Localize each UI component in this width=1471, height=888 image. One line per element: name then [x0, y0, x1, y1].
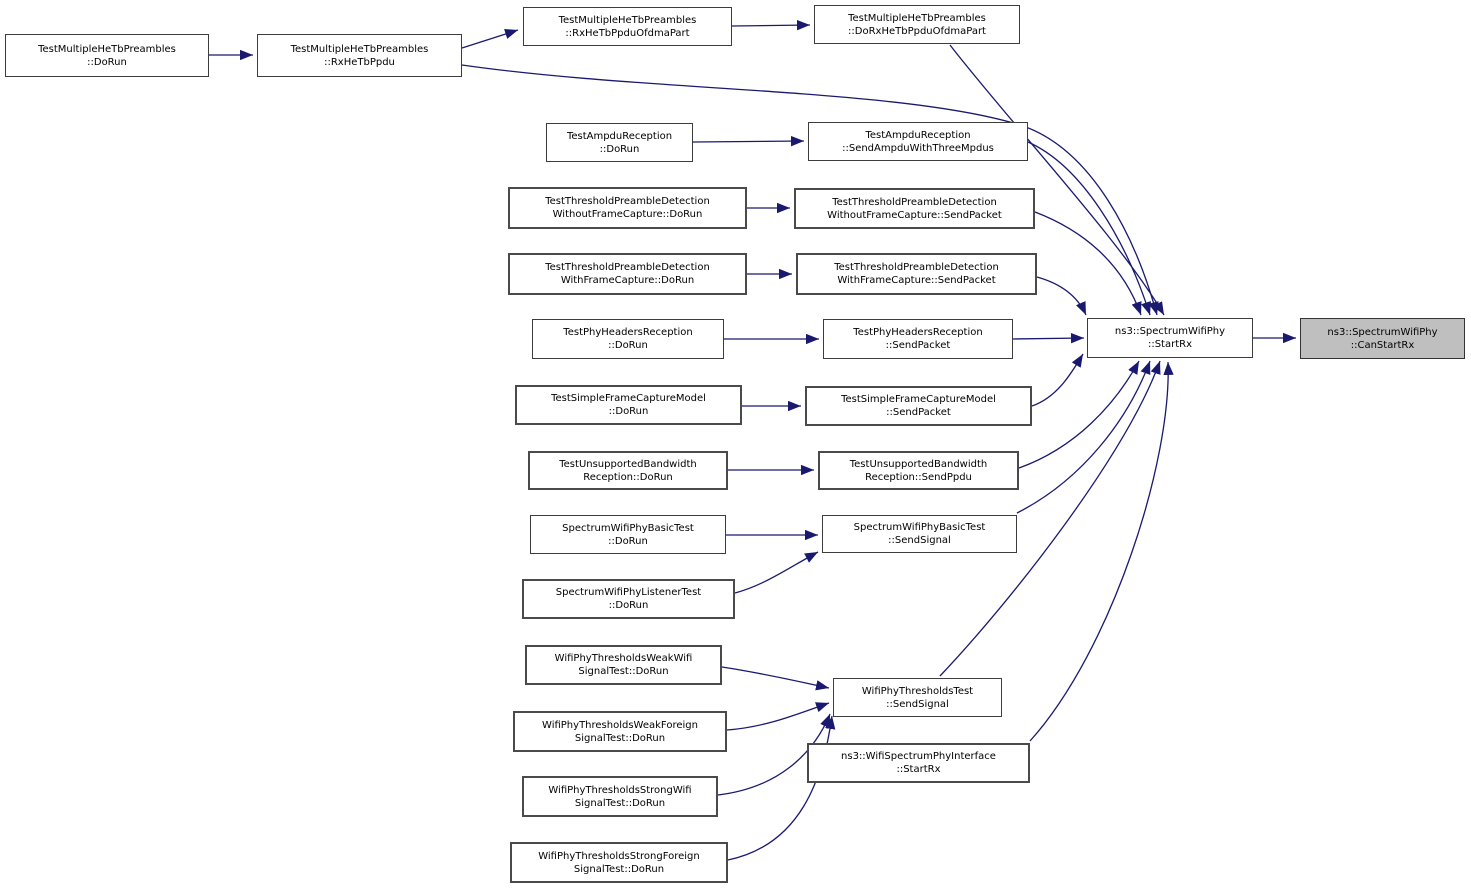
node-label-line1: TestPhyHeadersReception	[563, 327, 693, 338]
node-wifiphythresholdsweakforeignsignaltest-dorun[interactable]	[513, 711, 727, 752]
node-label-line1: ns3::SpectrumWifiPhy	[1114, 326, 1226, 337]
node-label-line2: ::RxHeTbPpdu	[324, 56, 395, 68]
edge-rxofdmapart-to-dorxofdmapart	[732, 25, 810, 26]
node-label-line2: SignalTest::DoRun	[573, 863, 665, 875]
node-label-line1: WifiPhyThresholdsWeakWifi	[554, 653, 693, 664]
node-label-line1: SpectrumWifiPhyBasicTest	[562, 522, 694, 534]
edge-sfc-sendpacket-to-startrx	[1032, 354, 1083, 406]
edge-rxhetbppdu-to-rxofdmapart	[462, 30, 518, 48]
node-label-line2: WithoutFrameCapture::SendPacket	[827, 209, 1002, 221]
node-label-line2: ::SendPacket	[886, 407, 951, 418]
node-testunsupportedbandwidthreception-sendppdu[interactable]	[818, 451, 1019, 490]
edge-phyhdr-sendpacket-to-startrx	[1013, 338, 1084, 339]
node-label-line1: TestThresholdPreambleDetection	[545, 196, 710, 207]
node-label-line2: ::DoRun	[608, 340, 648, 351]
node-label-line1: TestPhyHeadersReception	[853, 327, 983, 338]
edge-strongforeign-dorun-to-thr-sendsignal	[728, 716, 832, 860]
node-label-line2: ::RxHeTbPpduOfdmaPart	[565, 27, 690, 39]
node-testmultiplehetbpreambles-rxhetbppdu[interactable]	[257, 34, 462, 77]
node-testthresholdpreambledetectionwithframecapture-sendpacket[interactable]	[796, 253, 1037, 295]
node-label-line2: ::DoRun	[608, 406, 649, 417]
node-spectrumwifiphybasictest-sendsignal[interactable]	[822, 515, 1017, 553]
node-label-line2: ::CanStartRx	[1350, 339, 1415, 351]
node-label-line1: WifiPhyThresholdsWeakForeign	[542, 719, 698, 731]
edge-weakwifi-dorun-to-thr-sendsignal	[722, 667, 829, 688]
node-testunsupportedbandwidthreception-dorun[interactable]	[528, 451, 728, 490]
node-label-line1: SpectrumWifiPhyBasicTest	[853, 522, 986, 533]
node-label-line1: WifiPhyThresholdsTest	[861, 685, 974, 697]
node-label-line1: TestUnsupportedBandwidth	[559, 458, 697, 470]
edge-listener-dorun-to-sendsignal	[735, 552, 818, 593]
node-spectrumwifiphybasictest-dorun[interactable]	[530, 515, 726, 554]
node-testthresholdpreambledetectionwithoutframecapture-sendpacket[interactable]	[794, 188, 1035, 229]
node-label-line1: SpectrumWifiPhyListenerTest	[555, 587, 702, 598]
node-spectrumwifiphylistenertest-dorun[interactable]	[522, 579, 735, 619]
node-label-line2: WithFrameCapture::DoRun	[560, 275, 695, 286]
node-label-line2: Reception::SendPpdu	[865, 471, 972, 483]
node-wifiphythresholdsstrongforeignsignaltest-dorun[interactable]	[510, 842, 728, 883]
edge-thr-wo-sendpacket-to-startrx	[1035, 212, 1141, 315]
node-ns3-wifispectrumphyinterface-startrx[interactable]	[807, 743, 1030, 783]
node-wifiphythresholdstest-sendsignal[interactable]	[833, 678, 1002, 717]
node-label-line2: WithoutFrameCapture::DoRun	[552, 209, 703, 220]
node-label-line2: ::DoRxHeTbPpduOfdmaPart	[848, 25, 986, 37]
edge-wspi-startrx-to-startrx	[1030, 362, 1168, 741]
node-testphyheadersreception-dorun[interactable]	[532, 319, 724, 359]
node-testampdureception-dorun[interactable]	[546, 123, 693, 162]
node-testmultiplehetbpreambles-rxhetbppduofdmapart[interactable]	[523, 7, 732, 46]
node-label-line2: ::StartRx	[1147, 339, 1193, 350]
node-label-line2: SignalTest::DoRun	[574, 732, 666, 744]
node-label-line1: TestMultipleHeTbPreambles	[848, 12, 986, 24]
edge-thr-w-sendpacket-to-startrx	[1037, 277, 1086, 315]
node-ns3-spectrumwifiphy-startrx[interactable]	[1087, 318, 1253, 358]
node-label-line2: ::DoRun	[608, 600, 649, 611]
node-label-line2: ::SendAmpduWithThreeMpdus	[842, 142, 994, 154]
node-label-line1: TestThresholdPreambleDetection	[834, 262, 999, 273]
node-label-line2: ::DoRun	[599, 143, 640, 155]
edge-basic-sendsignal-to-startrx	[1017, 361, 1150, 513]
node-label-line1: ns3::SpectrumWifiPhy	[1327, 326, 1438, 338]
node-testthresholdpreambledetectionwithframecapture-dorun[interactable]	[508, 253, 747, 295]
node-label-line1: TestSimpleFrameCaptureModel	[841, 394, 996, 405]
node-label-line1: TestMultipleHeTbPreambles	[38, 43, 176, 55]
node-label-line2: ::SendPacket	[885, 340, 951, 351]
node-label-line2: SignalTest::DoRun	[578, 666, 669, 677]
node-ns3-spectrumwifiphy-canstartrx	[1300, 318, 1465, 359]
node-label-line1: TestMultipleHeTbPreambles	[558, 14, 697, 26]
node-label-line2: ::DoRun	[608, 535, 648, 547]
edge-weakforeign-dorun-to-thr-sendsignal	[727, 703, 829, 730]
node-testphyheadersreception-sendpacket[interactable]	[823, 319, 1013, 359]
node-testthresholdpreambledetectionwithoutframecapture-dorun[interactable]	[508, 187, 747, 229]
edge-ampdu-dorun-to-sendampdu	[693, 141, 804, 142]
node-label-line1: TestThresholdPreambleDetection	[832, 196, 997, 208]
node-label-line2: SignalTest::DoRun	[574, 797, 666, 809]
node-label-line1: WifiPhyThresholdsStrongWifi	[548, 784, 692, 796]
node-label-line2: ::SendSignal	[886, 698, 949, 710]
node-label-line1: ns3::WifiSpectrumPhyInterface	[841, 751, 996, 762]
node-wifiphythresholdsweakwifisignaltest-dorun[interactable]	[525, 645, 722, 685]
node-label-line1: TestUnsupportedBandwidth	[849, 458, 988, 470]
node-label-line1: TestThresholdPreambleDetection	[545, 262, 710, 273]
node-testsimpleframecapturemodel-dorun[interactable]	[515, 385, 742, 425]
node-testmultiplehetbpreambles-dorun[interactable]	[5, 34, 209, 77]
node-label-line2: ::SendSignal	[888, 535, 951, 546]
node-wifiphythresholdsstrongwifisignaltest-dorun[interactable]	[522, 776, 718, 817]
node-testsimpleframecapturemodel-sendpacket[interactable]	[805, 386, 1032, 426]
node-testampdureception-sendampduwiththreempdus[interactable]	[808, 122, 1028, 161]
node-label-line1: TestMultipleHeTbPreambles	[290, 43, 429, 55]
node-label-line1: WifiPhyThresholdsStrongForeign	[538, 850, 700, 862]
node-label-line2: WithFrameCapture::SendPacket	[837, 275, 996, 286]
edge-ubw-sendppdu-to-startrx	[1019, 361, 1139, 468]
node-label-line2: ::DoRun	[87, 56, 127, 68]
node-label-line1: TestSimpleFrameCaptureModel	[551, 393, 706, 404]
node-label-line1: TestAmpduReception	[865, 129, 971, 141]
edge-sendampdu-to-startrx	[1028, 142, 1150, 315]
node-label-line1: TestAmpduReception	[566, 130, 673, 142]
node-label-line2: Reception::DoRun	[583, 471, 673, 483]
node-testmultiplehetbpreambles-dorxhetbppduofdmapart[interactable]	[814, 5, 1020, 44]
node-label-line2: ::StartRx	[896, 764, 941, 775]
